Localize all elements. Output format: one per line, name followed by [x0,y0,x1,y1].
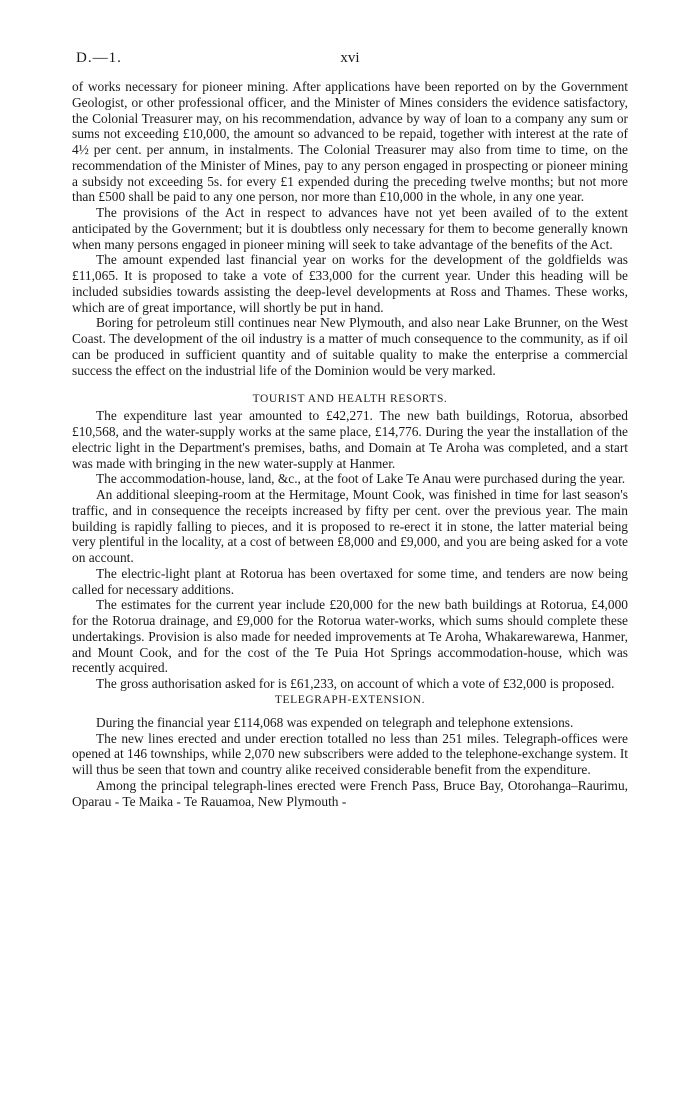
paragraph: Boring for petroleum still continues near New Plymouth, and also near Lake Brunner, on the West Coast. The development of the oil industry is a matter of much consequence to the community, as if oil can be produced in sufficient quantity and of suitable quality to make the enterprise a commercial success the effect on the industrial life of the Dominion would be very marked. [72,315,628,378]
document-reference: D.—1. [76,50,122,66]
paragraph: of works necessary for pioneer mining. After applications have been reported on by the Government Geologist, or other professional officer, and the Minister of Mines considers the evidence satisfactory, the Colonial Treasurer may, on his recommendation, advance by way of loan to a company any sum or sums not exceeding £10,000, the amount so advanced to be repaid, together with interest at the rate of 4½ per cent. per annum, in instalments. The Colonial Treasurer may also from time to time, on the recommendation of the Minister of Mines, pay to any person engaged in prospecting or pioneer mining a subsidy not exceeding 5s. for every £1 expended during the preceding twelve months; but not more than £500 shall be paid to any one person, nor more than £10,000 in the whole, in any one year. [72,79,628,205]
mining-section [72,79,628,378]
paragraph: The gross authorisation asked for is £61,233, on account of which a vote of £32,000 is proposed. [96,676,615,691]
tourist-section [72,391,628,692]
paragraph: The provisions of the Act in respect to advances have not yet been availed of to the extent anticipated by the Government; but it is doubtless only necessary for them to become generally known when many persons engaged in pioneer mining will seek to take advantage of the benefits of the Act. [72,205,628,252]
paragraph: The new lines erected and under erection totalled no less than 251 miles. Telegraph-offices were opened at 146 townships, while 2,070 new subscribers were added to the telephone-exchange system. It will thus be seen that town and country alike received considerable benefit from the expenditure. [72,730,628,777]
page-header [76,50,624,70]
paragraph: The expenditure last year amounted to £42,271. The new bath buildings, Rotorua, absorbed £10,568, and the water-supply works at the same place, £14,776. During the year the installation of the electric light in the Department's premises, baths, and Domain at Te Aroha was completed, and a start was made with bringing in the new water-supply at Hanmer. [72,408,628,471]
paragraph: The accommodation-house, land, &c., at the foot of Lake Te Anau were purchased during the year. [96,471,626,487]
paragraph: The amount expended last financial year on works for the development of the goldfields was £11,065. It is proposed to take a vote of £33,000 for the current year. Under this heading will be included subsidies towards assisting the deep-level developments at Ross and Thames. These works, which are of great importance, will shortly be put in hand. [72,252,628,315]
section-heading: TELEGRAPH-EXTENSION. [274,693,426,706]
paragraph: The electric-light plant at Rotorua has been overtaxed for some time, and tenders are now being called for necessary additions. [72,565,628,597]
page-body [72,79,628,809]
paragraph: During the financial year £114,068 was expended on telegraph and telephone extensions. [96,714,574,730]
paragraph: An additional sleeping-room at the Hermitage, Mount Cook, was finished in time for last season's traffic, and in consequence the receipts increased by fifty per cent. over the previous year. The main building is rapidly falling to pieces, and it is proposed to re-erect it in stone, the latter material being very plentiful in the locality, at a cost of between £8,000 and £9,000, and you are being asked for a vote on account. [72,487,628,565]
telegraph-section [72,692,628,810]
paragraph: Among the principal telegraph-lines erected were French Pass, Bruce Bay, Otorohanga–Raurimu, Oparau - Te Maika - Te Rauamoa, New Plymouth - [72,777,628,809]
page-number: xvi [340,50,360,66]
paragraph: The estimates for the current year include £20,000 for the new bath buildings at Rotorua, £4,000 for the Rotorua drainage, and £9,000 for the Rotorua water-works, which sums should complete these undertakings. Provision is also made for needed improvements at Te Aroha, Whakarewarewa, Hanmer, and Mount Cook, and for the cost of the Te Puia Hot Springs accommodation-house, which was recently acquired. [72,597,628,676]
section-heading: TOURIST AND HEALTH RESORTS. [252,393,448,406]
